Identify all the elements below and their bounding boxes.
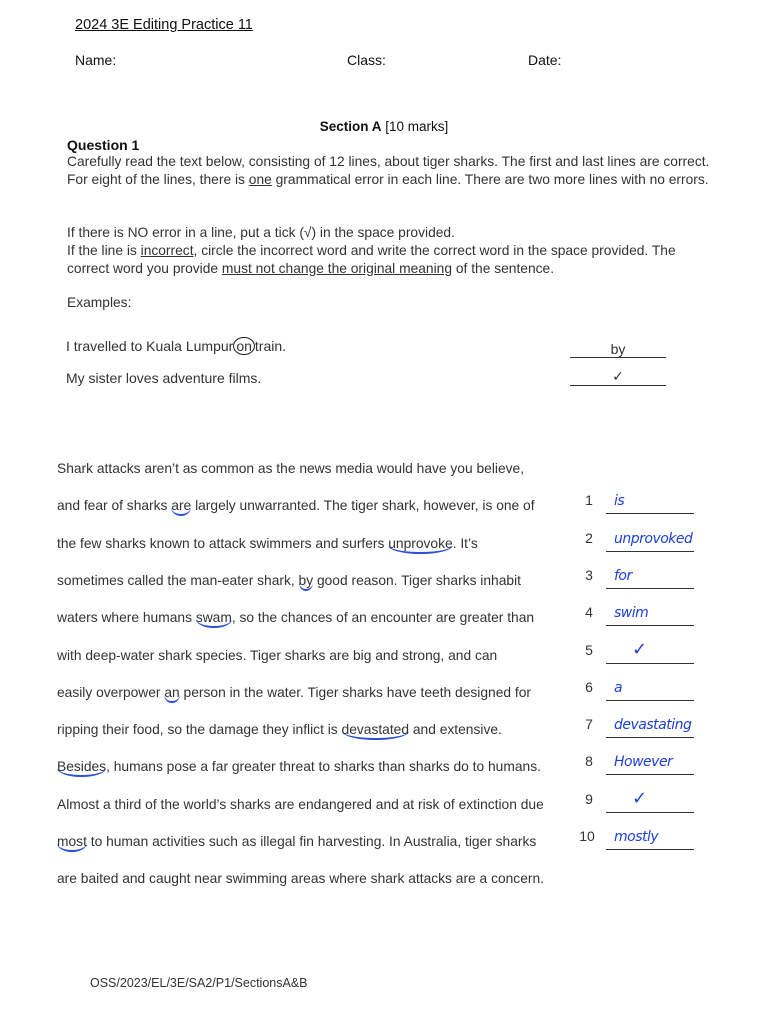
- passage-line: Shark attacks aren’t as common as the news media would have you believe,: [57, 461, 525, 476]
- instruction-rule-1: If there is NO error in a line, put a tick (√) in the space provided.: [67, 225, 455, 240]
- error-word: swam: [196, 610, 232, 628]
- handwritten-answer: swim: [614, 605, 649, 621]
- line-number: 4: [585, 604, 593, 620]
- error-word: Besides: [57, 759, 106, 777]
- document-title: 2024 3E Editing Practice 11: [75, 17, 253, 33]
- section-name: Section A: [319, 119, 382, 134]
- error-word: most: [57, 834, 87, 852]
- error-word: are: [171, 498, 191, 516]
- question-intro: Carefully read the text below, consisting of 12 lines, about tiger sharks. The first and last lines are correct. For eight of the lines, there is one grammatical error in each line. There are two more lines with no errors.: [67, 154, 710, 187]
- class-label: Class:: [347, 52, 386, 68]
- handwritten-answer: devastating: [614, 717, 692, 733]
- answer-field[interactable]: [606, 639, 694, 664]
- instruction-rule-2: If the line is incorrect, circle the incorrect word and write the correct word in the space provided. The correct word you provide must not change the original meaning of the sentence.: [67, 243, 676, 276]
- answer-field[interactable]: [606, 531, 694, 552]
- circled-word: on: [233, 337, 255, 355]
- passage-line: Besides, humans pose a far greater threat to sharks than sharks do to humans.: [57, 759, 541, 774]
- example-1: I travelled to Kuala Lumpur on train.: [66, 338, 287, 354]
- emphasis-one: one: [248, 172, 272, 187]
- handwritten-answer: mostly: [614, 829, 659, 845]
- line-number: 6: [585, 679, 593, 695]
- answer-field[interactable]: [606, 568, 694, 589]
- error-word: an: [164, 685, 179, 703]
- passage-line: are baited and caught near swimming areas where shark attacks are a concern.: [57, 871, 544, 886]
- line-number: 1: [585, 492, 593, 508]
- passage-line: and fear of sharks are largely unwarranted. The tiger shark, however, is one of: [57, 498, 535, 513]
- error-word: devastated: [342, 722, 410, 740]
- line-number: 8: [585, 753, 593, 769]
- handwritten-answer: for: [614, 568, 632, 584]
- line-number: 10: [579, 828, 595, 844]
- question-title: Question 1: [67, 137, 140, 153]
- answer-field[interactable]: [606, 788, 694, 813]
- error-word: unprovoke: [388, 536, 452, 554]
- example-2: My sister loves adventure films.: [66, 370, 262, 386]
- answer-field[interactable]: [606, 829, 694, 850]
- line-number: 9: [585, 791, 593, 807]
- passage-line: waters where humans swam, so the chances of an encounter are greater than: [57, 610, 534, 625]
- example-2-answer: ✓: [570, 368, 666, 386]
- line-number: 2: [585, 530, 593, 546]
- answer-field[interactable]: [606, 754, 694, 775]
- passage-line: easily overpower an person in the water. Tiger sharks have teeth designed for: [57, 685, 531, 700]
- line-number: 7: [585, 716, 593, 732]
- answer-field[interactable]: [606, 680, 694, 701]
- footer-code: OSS/2023/EL/3E/SA2/P1/SectionsA&B: [90, 976, 308, 990]
- passage-line: sometimes called the man-eater shark, by good reason. Tiger sharks inhabit: [57, 573, 521, 588]
- section-title: [0, 119, 768, 134]
- handwritten-answer: However: [614, 754, 673, 770]
- handwritten-answer: unprovoked: [614, 531, 693, 547]
- handwritten-answer: ✓: [632, 788, 647, 809]
- examples-label: Examples:: [67, 295, 132, 310]
- line-number: 5: [585, 642, 593, 658]
- passage-line: most to human activities such as illegal fin harvesting. In Australia, tiger sharks: [57, 834, 536, 849]
- error-word: by: [299, 573, 314, 591]
- passage-line: with deep-water shark species. Tiger sharks are big and strong, and can: [57, 648, 498, 663]
- passage-line: ripping their food, so the damage they inflict is devastated and extensive.: [57, 722, 502, 737]
- answer-field[interactable]: [606, 493, 694, 514]
- passage-line: the few sharks known to attack swimmers and surfers unprovoke. It’s: [57, 536, 478, 551]
- line-number: 3: [585, 567, 593, 583]
- handwritten-answer: ✓: [632, 639, 647, 660]
- handwritten-answer: a: [614, 680, 623, 696]
- passage-line: Almost a third of the world’s sharks are endangered and at risk of extinction due: [57, 797, 544, 812]
- handwritten-answer: is: [614, 493, 625, 509]
- date-label: Date:: [528, 52, 562, 68]
- example-1-answer: by: [570, 341, 666, 358]
- section-marks: [10 marks]: [385, 119, 449, 134]
- name-label: Name:: [75, 52, 117, 68]
- answer-field[interactable]: [606, 605, 694, 626]
- answer-field[interactable]: [606, 717, 694, 738]
